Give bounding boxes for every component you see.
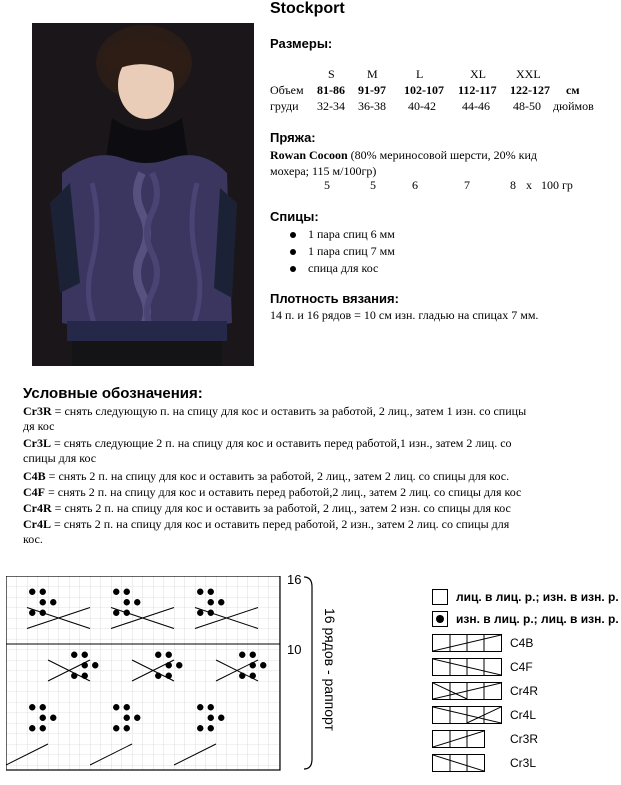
legend-line: [23, 451, 96, 466]
purl-stitch: [197, 589, 203, 595]
legend-abbr: C4B: [23, 469, 46, 483]
purl-stitch: [208, 599, 214, 605]
cr3l-symbol-icon: [432, 754, 485, 772]
size-m-label: M: [367, 67, 378, 81]
purl-stitch: [176, 662, 182, 668]
purl-stitch: [250, 652, 256, 658]
chart-row-10-label: 10: [287, 642, 302, 657]
needles-heading: Спицы:: [270, 209, 319, 224]
legend-text: = снять 2 п. на спицу для кос и оставить перед работой, 2 изн., затем 2 лиц. со спицы для: [51, 517, 510, 531]
pattern-title: Stockport: [270, 0, 345, 17]
chest-s-cm: 81-86: [317, 83, 345, 97]
yarn-unit: x 100 гр: [526, 178, 573, 192]
bullet-icon: [290, 232, 296, 238]
yarn-qty-l: 6: [412, 178, 418, 192]
purl-stitch: [134, 715, 140, 721]
purl-stitch: [155, 652, 161, 658]
chest-m-cm: 91-97: [358, 83, 386, 97]
legend-text: = снять 2 п. на спицу для кос и оставить за работой, 2 лиц., затем 2 лиц. со спицы для кос.: [45, 469, 510, 483]
cr4r-symbol-icon: [432, 682, 502, 700]
purl-stitch: [40, 589, 46, 595]
purl-stitch: [124, 725, 130, 731]
key-label: Cr4R: [510, 684, 539, 698]
chest-s-in: 32-34: [317, 99, 345, 113]
yarn-qty-xxl: 8: [510, 178, 516, 192]
yarn-heading: Пряжа:: [270, 130, 316, 145]
legend-text: кос.: [23, 532, 43, 546]
chart-grid: [6, 576, 280, 770]
c4f-symbol-icon: [432, 658, 502, 676]
knitting-chart: [6, 576, 282, 772]
legend-line: [23, 469, 509, 484]
sizes-heading: Размеры:: [270, 36, 333, 51]
legend-text: = снять следующую п. на спицу для кос и оставить за работой, 2 лиц., затем 1 изн. со спицы: [51, 404, 527, 418]
needle-item: [290, 261, 378, 276]
purl-stitch: [197, 704, 203, 710]
chest-l-in: 40-42: [408, 99, 436, 113]
legend-line: [23, 485, 521, 500]
purl-stitch: [113, 725, 119, 731]
chest-m-in: 36-38: [358, 99, 386, 113]
purl-stitch: [124, 704, 130, 710]
cr3r-symbol-icon: [432, 730, 485, 748]
purl-stitch: [260, 662, 266, 668]
chart-row-16-label: 16: [287, 572, 302, 587]
sweater-photo-illustration: [32, 23, 254, 366]
purl-stitch: [40, 704, 46, 710]
purl-stitch: [40, 599, 46, 605]
purl-symbol-icon: [432, 611, 448, 627]
purl-stitch: [50, 715, 56, 721]
bullet-icon: [290, 266, 296, 272]
key-label: C4F: [510, 660, 533, 674]
chart-bracket: [302, 575, 320, 771]
legend-abbr: Cr3R: [23, 404, 52, 418]
key-row: [432, 608, 619, 630]
key-row: [432, 632, 533, 654]
chest-row1-label: Объем: [270, 83, 304, 97]
key-label: лиц. в лиц. р.; изн. в изн. р.: [456, 590, 619, 604]
legend-line: [23, 404, 526, 419]
yarn-qty-m: 5: [370, 178, 376, 192]
purl-stitch: [208, 715, 214, 721]
yarn-qty-xl: 7: [464, 178, 470, 192]
chest-xl-cm: 112-117: [458, 83, 497, 97]
key-row: [432, 680, 538, 702]
needle-item: [290, 227, 395, 242]
c4b-symbol-icon: [432, 634, 502, 652]
purl-stitch: [197, 725, 203, 731]
model-photo: [32, 23, 254, 366]
purl-stitch: [50, 599, 56, 605]
needle-item: [290, 244, 395, 259]
purl-stitch: [29, 725, 35, 731]
purl-stitch: [29, 589, 35, 595]
chest-l-cm: 102-107: [404, 83, 444, 97]
chest-unit-cm: см: [566, 83, 580, 97]
purl-stitch: [124, 589, 130, 595]
purl-stitch: [124, 599, 130, 605]
purl-stitch: [208, 589, 214, 595]
purl-stitch: [134, 599, 140, 605]
yarn-brand: Rowan Cocoon: [270, 148, 348, 162]
yarn-description-line2: мохера; 115 м/100гр): [270, 164, 377, 178]
purl-stitch: [166, 652, 172, 658]
key-label: изн. в лиц. р.; лиц. в изн. р.: [456, 612, 619, 626]
key-label: Cr3R: [510, 732, 539, 746]
chest-xl-in: 44-46: [462, 99, 490, 113]
legend-abbr: Cr3L: [23, 436, 51, 450]
key-row: [432, 704, 536, 726]
chart-repeat-label: 16 рядов - раппорт: [322, 608, 338, 731]
purl-stitch: [82, 652, 88, 658]
yarn-desc1: (80% мериносовой шерсти, 20% кид: [347, 148, 537, 162]
key-row: [432, 728, 538, 750]
legend-text: = снять 2 п. на спицу для кос и оставить перед работой,2 лиц., затем 2 лиц. со спицы для кос: [45, 485, 522, 499]
knit-symbol-icon: [432, 589, 448, 605]
legend-line: [23, 501, 511, 516]
key-label: Cr4L: [510, 708, 537, 722]
chest-unit-in: дюймов: [553, 99, 594, 113]
key-row: [432, 586, 619, 608]
key-row: [432, 656, 533, 678]
purl-stitch: [40, 715, 46, 721]
purl-stitch: [29, 704, 35, 710]
chart-repeat-label-wrap: [320, 608, 340, 768]
key-row: [432, 752, 536, 774]
size-xl-label: XL: [470, 67, 486, 81]
legend-heading: Условные обозначения:: [23, 385, 203, 402]
purl-stitch: [92, 662, 98, 668]
purl-stitch: [218, 599, 224, 605]
purl-stitch: [113, 704, 119, 710]
key-label: C4B: [510, 636, 534, 650]
needle-label: 1 пара спиц 6 мм: [308, 227, 395, 241]
legend-text: = снять 2 п. на спицу для кос и оставить за работой, 2 лиц., затем 2 изн. со спицы для кос: [51, 501, 511, 515]
size-xxl-label: XXL: [516, 67, 541, 81]
gauge-heading: Плотность вязания:: [270, 291, 399, 306]
size-s-label: S: [328, 67, 335, 81]
size-l-label: L: [416, 67, 424, 81]
purl-stitch: [239, 652, 245, 658]
purl-stitch: [71, 652, 77, 658]
purl-stitch: [208, 725, 214, 731]
cr4l-symbol-icon: [432, 706, 502, 724]
legend-text: = снять следующие 2 п. на спицу для кос и оставить перед работой,1 изн., затем 2 лиц. со: [51, 436, 512, 450]
purl-stitch: [40, 725, 46, 731]
legend-abbr: C4F: [23, 485, 45, 499]
legend-line: [23, 532, 43, 547]
legend-text: дя кос: [23, 419, 55, 433]
purl-stitch: [218, 715, 224, 721]
key-label: Cr3L: [510, 756, 537, 770]
bullet-icon: [290, 249, 296, 255]
purl-stitch: [113, 589, 119, 595]
legend-text: спицы для кос: [23, 451, 97, 465]
chest-xxl-in: 48-50: [513, 99, 541, 113]
needle-label: спица для кос: [308, 261, 379, 275]
chest-row2-label: груди: [270, 99, 299, 113]
legend-abbr: Cr4R: [23, 501, 52, 515]
gauge-text: 14 п. и 16 рядов = 10 см изн. гладью на спицах 7 мм.: [270, 308, 539, 322]
legend-line: [23, 419, 54, 434]
purl-stitch: [124, 715, 130, 721]
yarn-qty-s: 5: [324, 178, 330, 192]
needle-label: 1 пара спиц 7 мм: [308, 244, 395, 258]
purl-stitch: [208, 704, 214, 710]
legend-line: [23, 517, 509, 532]
legend-abbr: Cr4L: [23, 517, 51, 531]
legend-line: [23, 436, 512, 451]
yarn-description-line1: [270, 148, 537, 163]
chest-xxl-cm: 122-127: [510, 83, 550, 97]
